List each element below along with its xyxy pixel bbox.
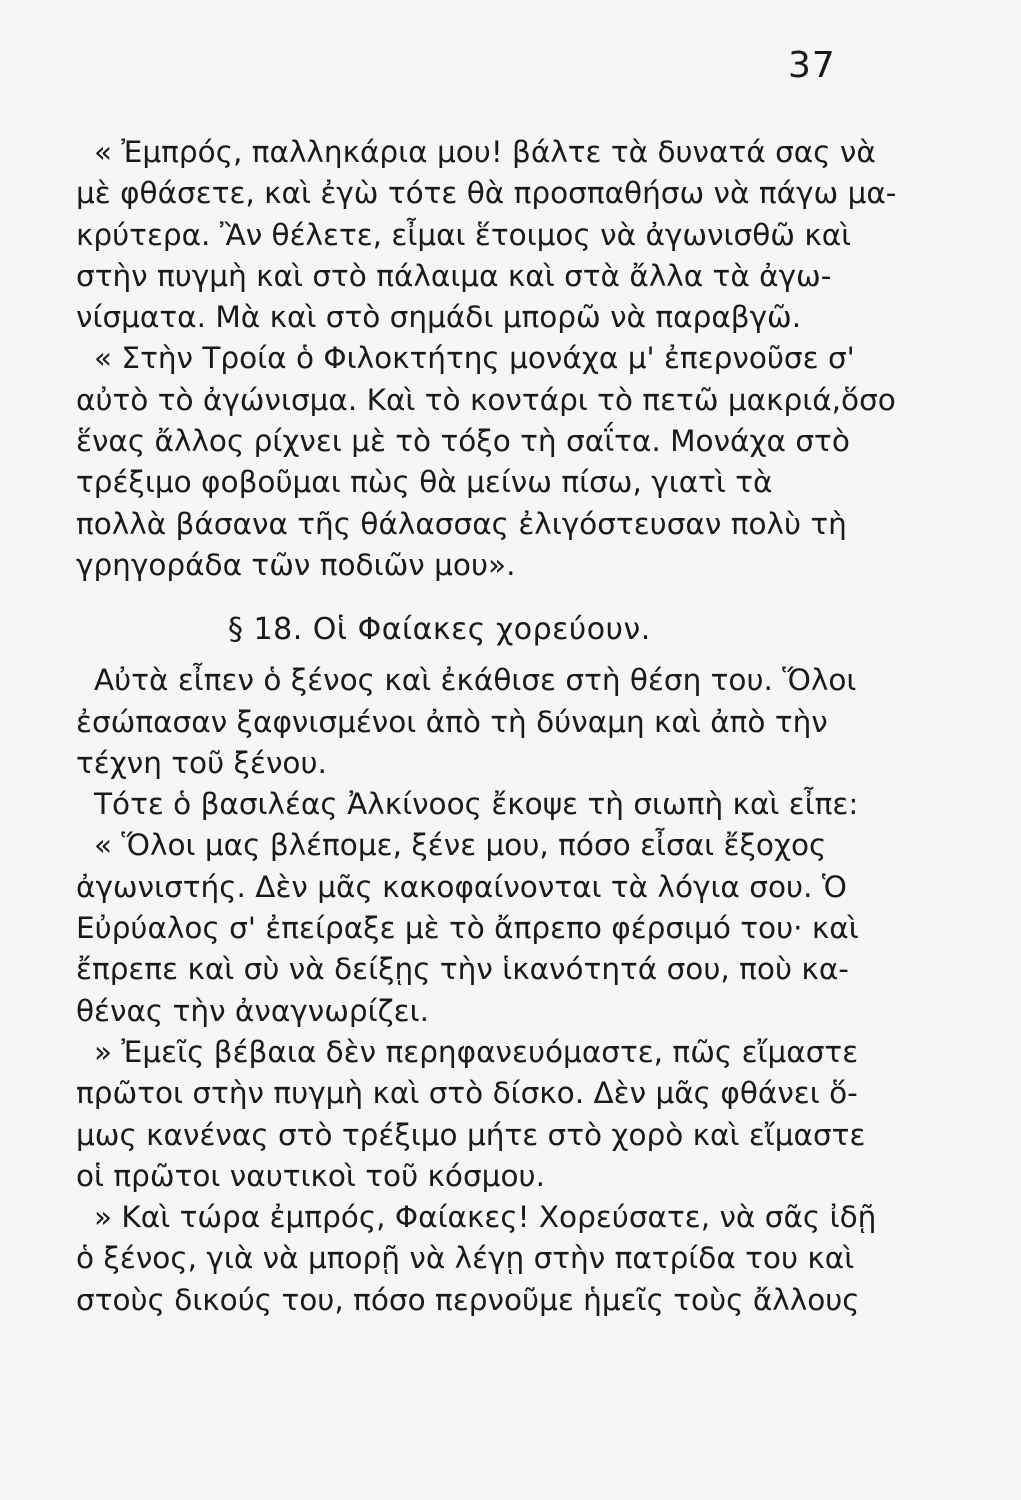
text-line: ὁ ξένος, γιὰ νὰ μπορῇ νὰ λέγῃ στὴν πατρίδα του καὶ <box>76 1241 855 1276</box>
text-line: μὲ φθάσετε, καὶ ἐγὼ τότε θὰ προσπαθήσω νὰ πάγω μα- <box>76 176 897 211</box>
page-number: 37 <box>788 45 836 86</box>
text-line: στὴν πυγμὴ καὶ στὸ πάλαιμα καὶ στὰ ἄλλα τὰ ἀγω- <box>76 258 832 293</box>
text-line: ἀγωνιστής. Δὲν μᾶς κακοφαίνονται τὰ λόγια σου. Ὁ <box>76 869 847 904</box>
text-line: πρῶτοι στὴν πυγμὴ καὶ στὸ δίσκο. Δὲν μᾶς φθάνει ὅ- <box>76 1076 858 1111</box>
text-line: ἕνας ἄλλος ρίχνει μὲ τὸ τόξο τὴ σαΐτα. Μονάχα στὸ <box>76 424 850 459</box>
text-line: « Στὴν Τροία ὁ Φιλοκτήτης μονάχα μ' ἐπερνοῦσε σ' <box>94 341 855 376</box>
text-line: τρέξιμο φοβοῦμαι πὼς θὰ μείνω πίσω, γιατὶ τὰ <box>76 465 773 500</box>
text-line: « Ἐμπρός, παλληκάρια μου! βάλτε τὰ δυνατά σας νὰ <box>94 135 876 169</box>
spacer <box>76 586 876 606</box>
text-line: « Ὅλοι μας βλέπομε, ξένε μου, πόσο εἶσαι ἔξοχος <box>94 828 827 863</box>
text-line: μως κανένας στὸ τρέξιμο μήτε στὸ χορὸ καὶ εἴμαστε <box>76 1117 866 1152</box>
text-line: κρύτερα. Ἂν θέλετε, εἶμαι ἕτοιμος νὰ ἀγωνισθῶ καὶ <box>76 217 852 252</box>
section-heading: § 18. Οἱ Φαίακες χορεύουν. <box>228 612 651 648</box>
text-line: γρηγοράδα τῶν ποδιῶν μου». <box>76 547 516 582</box>
text-line: οἱ πρῶτοι ναυτικοὶ τοῦ κόσμου. <box>76 1158 545 1193</box>
text-line: » Ἐμεῖς βέβαια δὲν περηφανευόμαστε, πῶς εἴμαστε <box>94 1034 859 1069</box>
text-line: τέχνη τοῦ ξένου. <box>76 745 327 780</box>
text-line: στοὺς δικούς του, πόσο περνοῦμε ἡμεῖς τοὺς ἄλλους <box>76 1282 860 1317</box>
text-line: νίσματα. Μὰ καὶ στὸ σημάδι μπορῶ νὰ παραβγῶ. <box>76 300 802 335</box>
text-block <box>76 132 897 1321</box>
text-line: Εὐρύαλος σ' ἐπείραξε μὲ τὸ ἄπρεπο φέρσιμό του· καὶ <box>76 911 859 946</box>
text-line: Τότε ὁ βασιλέας Ἀλκίνοος ἔκοψε τὴ σιωπὴ καὶ εἶπε: <box>94 787 859 822</box>
text-line: θένας τὴν ἀναγνωρίζει. <box>76 993 429 1028</box>
text-line: ἔπρεπε καὶ σὺ νὰ δείξῃς τὴν ἱκανότητά σου, ποὺ κα- <box>76 952 849 987</box>
text-line: Αὐτὰ εἶπεν ὁ ξένος καὶ ἐκάθισε στὴ θέση του. Ὅλοι <box>94 663 857 698</box>
text-line: πολλὰ βάσανα τῆς θάλασσας ἐλιγόστευσαν πολὺ τὴ <box>76 506 847 541</box>
text-line: αὐτὸ τὸ ἀγώνισμα. Καὶ τὸ κοντάρι τὸ πετῶ μακριά,ὅσο <box>76 382 896 417</box>
text-line: » Καὶ τώρα ἐμπρός, Φαίακες! Χορεύσατε, νὰ σᾶς ἰδῇ <box>94 1200 877 1235</box>
text-line: ἐσώπασαν ξαφνισμένοι ἀπὸ τὴ δύναμη καὶ ἀπὸ τὴν <box>76 704 828 739</box>
